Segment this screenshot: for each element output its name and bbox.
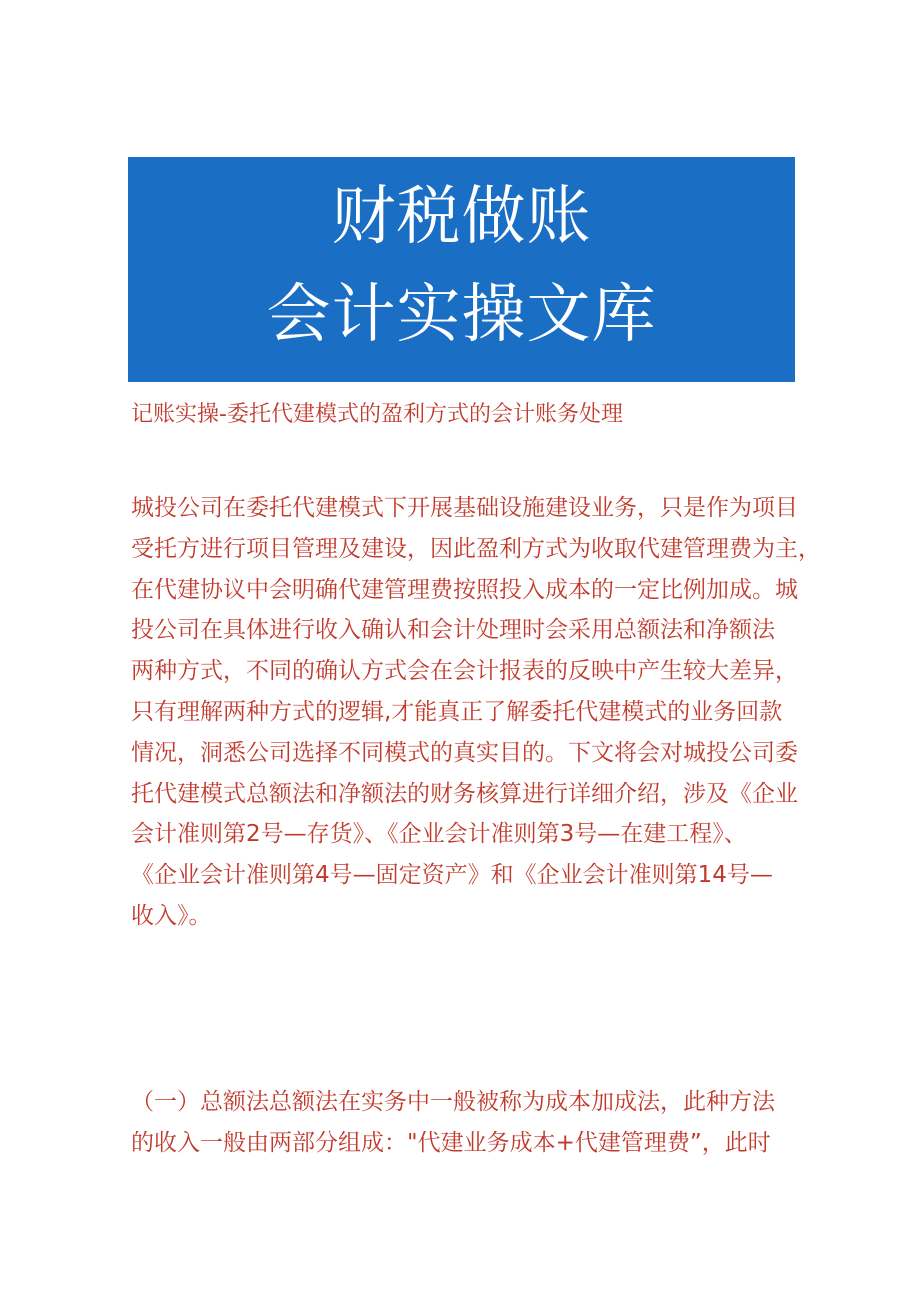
paragraph-line: 收入》。 bbox=[131, 902, 212, 929]
header-banner bbox=[128, 157, 795, 382]
paragraph-line: 的收入一般由两部分组成："代建业务成本+代建管理费”，此时 bbox=[131, 1129, 771, 1156]
paragraph-intro bbox=[131, 488, 821, 937]
banner-title-line2: 会计实操文库 bbox=[266, 278, 657, 352]
paragraph-line: 情况，洞悉公司选择不同模式的真实目的。下文将会对城投公司委 bbox=[131, 739, 798, 766]
banner-title-line1: 财税做账 bbox=[331, 180, 592, 254]
paragraph-gross-method bbox=[131, 1082, 801, 1164]
paragraph-line: 两种方式，不同的确认方式会在会计报表的反映中产生较大差异， bbox=[131, 658, 798, 685]
paragraph-line: 在代建协议中会明确代建管理费按照投入成本的一定比例加成。城 bbox=[131, 576, 798, 603]
paragraph-line: 城投公司在委托代建模式下开展基础设施建设业务，只是作为项目 bbox=[131, 495, 798, 521]
paragraph-line: 投公司在具体进行收入确认和会计处理时会采用总额法和净额法 bbox=[131, 617, 775, 644]
paragraph-line: 会计准则第2号—存货》、《企业会计准则第3号—在建工程》、 bbox=[131, 821, 747, 848]
paragraph-line: 托代建模式总额法和净额法的财务核算进行详细介绍，涉及《企业 bbox=[131, 780, 798, 807]
paragraph-line: （一）总额法总额法在实务中一般被称为成本加成法，此种方法 bbox=[131, 1089, 775, 1115]
document-title: 记账实操-委托代建模式的盈利方式的会计账务处理 bbox=[131, 402, 623, 427]
paragraph-line: 只有理解两种方式的逻辑,才能真正了解委托代建模式的业务回款 bbox=[131, 698, 783, 725]
paragraph-line: 《企业会计准则第4号—固定资产》和《企业会计准则第14号— bbox=[131, 862, 773, 889]
paragraph-line: 受托方进行项目管理及建设，因此盈利方式为收取代建管理费为主， bbox=[131, 535, 821, 562]
